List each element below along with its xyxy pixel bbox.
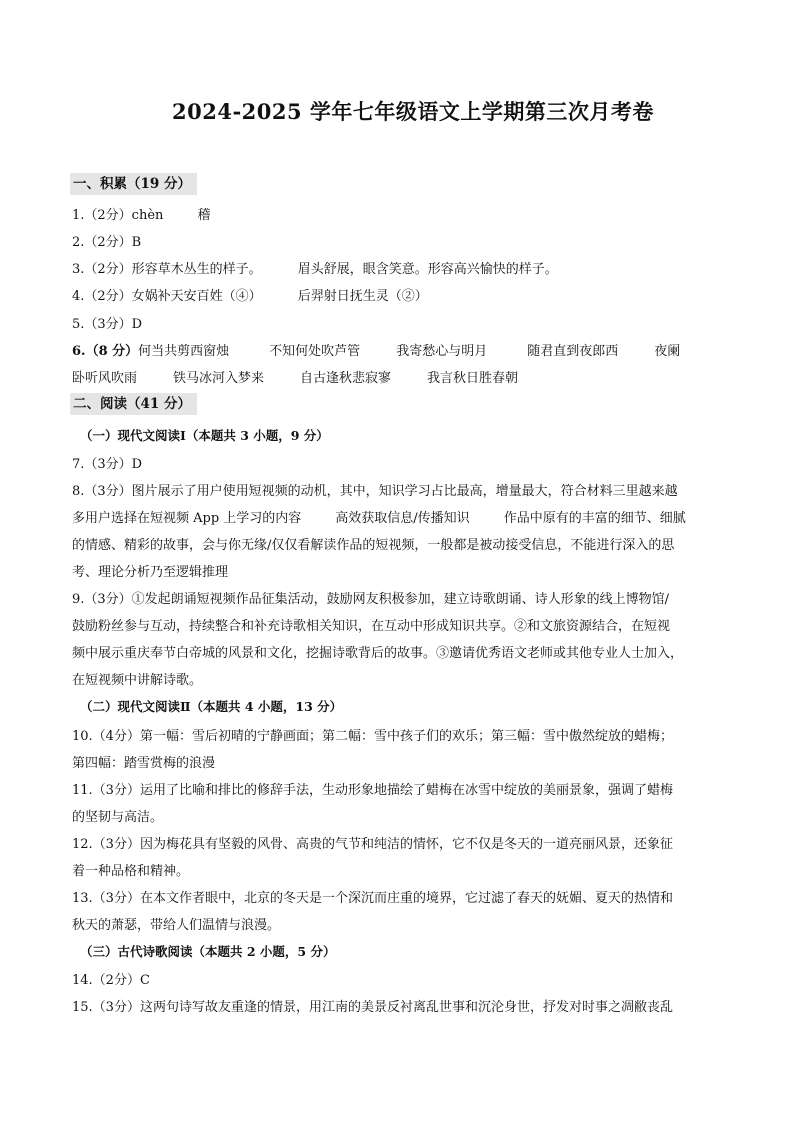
- answer-6-item: 随君直到夜郎西: [527, 344, 619, 359]
- subsection-modern-reading-1: （一）现代文阅读Ⅰ（本题共 3 小题，9 分）: [80, 428, 329, 443]
- answer-9-line-3: 频中展示重庆奉节白帝城的风景和文化，挖掘诗歌背后的故事。③邀请优秀语文老师或其他专业人士加入，: [72, 646, 684, 661]
- answer-11-line-1: 11.（3分）运用了比喻和排比的修辞手法，生动形象地描绘了蜡梅在冰雪中绽放的美丽景象，强调了蜡梅: [72, 783, 673, 798]
- answer-8-line-1: 8.（3分）图片展示了用户使用短视频的动机，其中，知识学习占比最高，增量最大，符合材料三里越来越: [72, 484, 678, 499]
- section-heading-accumulation: 一、积累（19 分）: [70, 173, 197, 195]
- answer-8-part-c: 作品中原有的丰富的细节、细腻: [503, 511, 686, 526]
- answer-6-item: 自古逢秋悲寂寥: [300, 371, 392, 386]
- answer-15-line-1: 15.（3分）这两句诗写故友重逢的情景，用江南的美景反衬离乱世事和沉沦身世，抒发对时事之凋敝丧乱: [72, 1000, 673, 1015]
- answer-11-line-2: 的坚韧与高洁。: [72, 810, 164, 825]
- answer-2: 2.（2分）B: [72, 235, 142, 250]
- answer-6-item: 夜阑: [654, 344, 681, 359]
- section-heading-reading: 二、阅读（41 分）: [70, 393, 197, 415]
- answer-8-part-a: 多用户选择在短视频 App 上学习的内容: [72, 511, 302, 526]
- answer-7: 7.（3分）D: [72, 457, 143, 472]
- answer-6-item: 卧听风吹雨: [72, 371, 138, 386]
- answer-10-line-2: 第四幅：踏雪赏梅的浪漫: [72, 756, 216, 771]
- answer-13-line-2: 秋天的萧瑟，带给人们温情与浪漫。: [72, 918, 281, 933]
- page-title: 2024-2025 学年七年级语文上学期第三次月考卷: [172, 99, 654, 124]
- answer-9-line-2: 鼓励粉丝参与互动，持续整合和补充诗歌相关知识，在互动中形成知识共享。②和文旅资源结合，在短视: [72, 619, 671, 634]
- answer-4-part-b: 后羿射日抚生灵（②）: [297, 289, 428, 304]
- answer-6-item: 铁马冰河入梦来: [173, 371, 265, 386]
- answer-6-item: 我寄愁心与明月: [396, 344, 488, 359]
- answer-6-item: 何当共剪西窗烛: [138, 344, 230, 359]
- answer-9-line-1: 9.（3分）①发起朗诵短视频作品征集活动，鼓励网友积极参加，建立诗歌朗诵、诗人形象的线上博物馆/: [72, 592, 670, 607]
- answer-8-line-2: [72, 507, 686, 526]
- answer-4-part-a: 4.（2分）女娲补天安百姓（④）: [72, 289, 262, 304]
- answer-8-line-3: 的情感、精彩的故事，会与你无缘/仅仅看解读作品的短视频，一般都是被动接受信息，不能进行深入的思: [72, 538, 675, 553]
- answer-3-part-a: 3.（2分）形容草木丛生的样子。: [72, 262, 262, 277]
- subsection-ancient-poetry: （三）古代诗歌阅读（本题共 2 小题，5 分）: [80, 944, 336, 959]
- answer-12-line-2: 着一种品格和精神。: [72, 864, 190, 879]
- answer-4: [72, 285, 428, 304]
- answer-8-part-b: 高效获取信息/传播知识: [335, 511, 470, 526]
- answer-6-item: 我言秋日胜春朝: [427, 371, 519, 386]
- answer-9-line-4: 在短视频中讲解诗歌。: [72, 673, 203, 688]
- answer-14: 14.（2分）C: [72, 973, 150, 988]
- subsection-modern-reading-2: （二）现代文阅读Ⅱ（本题共 4 小题，13 分）: [80, 699, 343, 714]
- answer-1: [72, 204, 210, 223]
- answer-6-item: 不知何处吹芦管: [269, 344, 361, 359]
- answer-1-text: 1.（2分）chèn: [72, 208, 164, 223]
- answer-3-part-b: 眉头舒展，眼含笑意。形容高兴愉快的样子。: [297, 262, 558, 277]
- answer-8-line-4: 考、理论分析乃至逻辑推理: [72, 565, 229, 580]
- answer-6-line-1: [72, 340, 680, 359]
- answer-1-char: 稽: [197, 208, 211, 223]
- answer-6-number: 6.（8 分）: [72, 344, 139, 359]
- answer-10-line-1: 10.（4分）第一幅：雪后初晴的宁静画面；第二幅：雪中孩子们的欢乐；第三幅：雪中傲然绽放的蜡梅；: [72, 729, 673, 744]
- answer-6-line-2: [72, 367, 518, 386]
- answer-12-line-1: 12.（3分）因为梅花具有坚毅的风骨、高贵的气节和纯洁的情怀，它不仅是冬天的一道亮丽风景，还象征: [72, 837, 673, 852]
- answer-5: 5.（3分）D: [72, 317, 143, 332]
- answer-3: [72, 258, 558, 277]
- answer-13-line-1: 13.（3分）在本文作者眼中，北京的冬天是一个深沉而庄重的境界，它过滤了春天的妩媚、夏天的热情和: [72, 891, 673, 906]
